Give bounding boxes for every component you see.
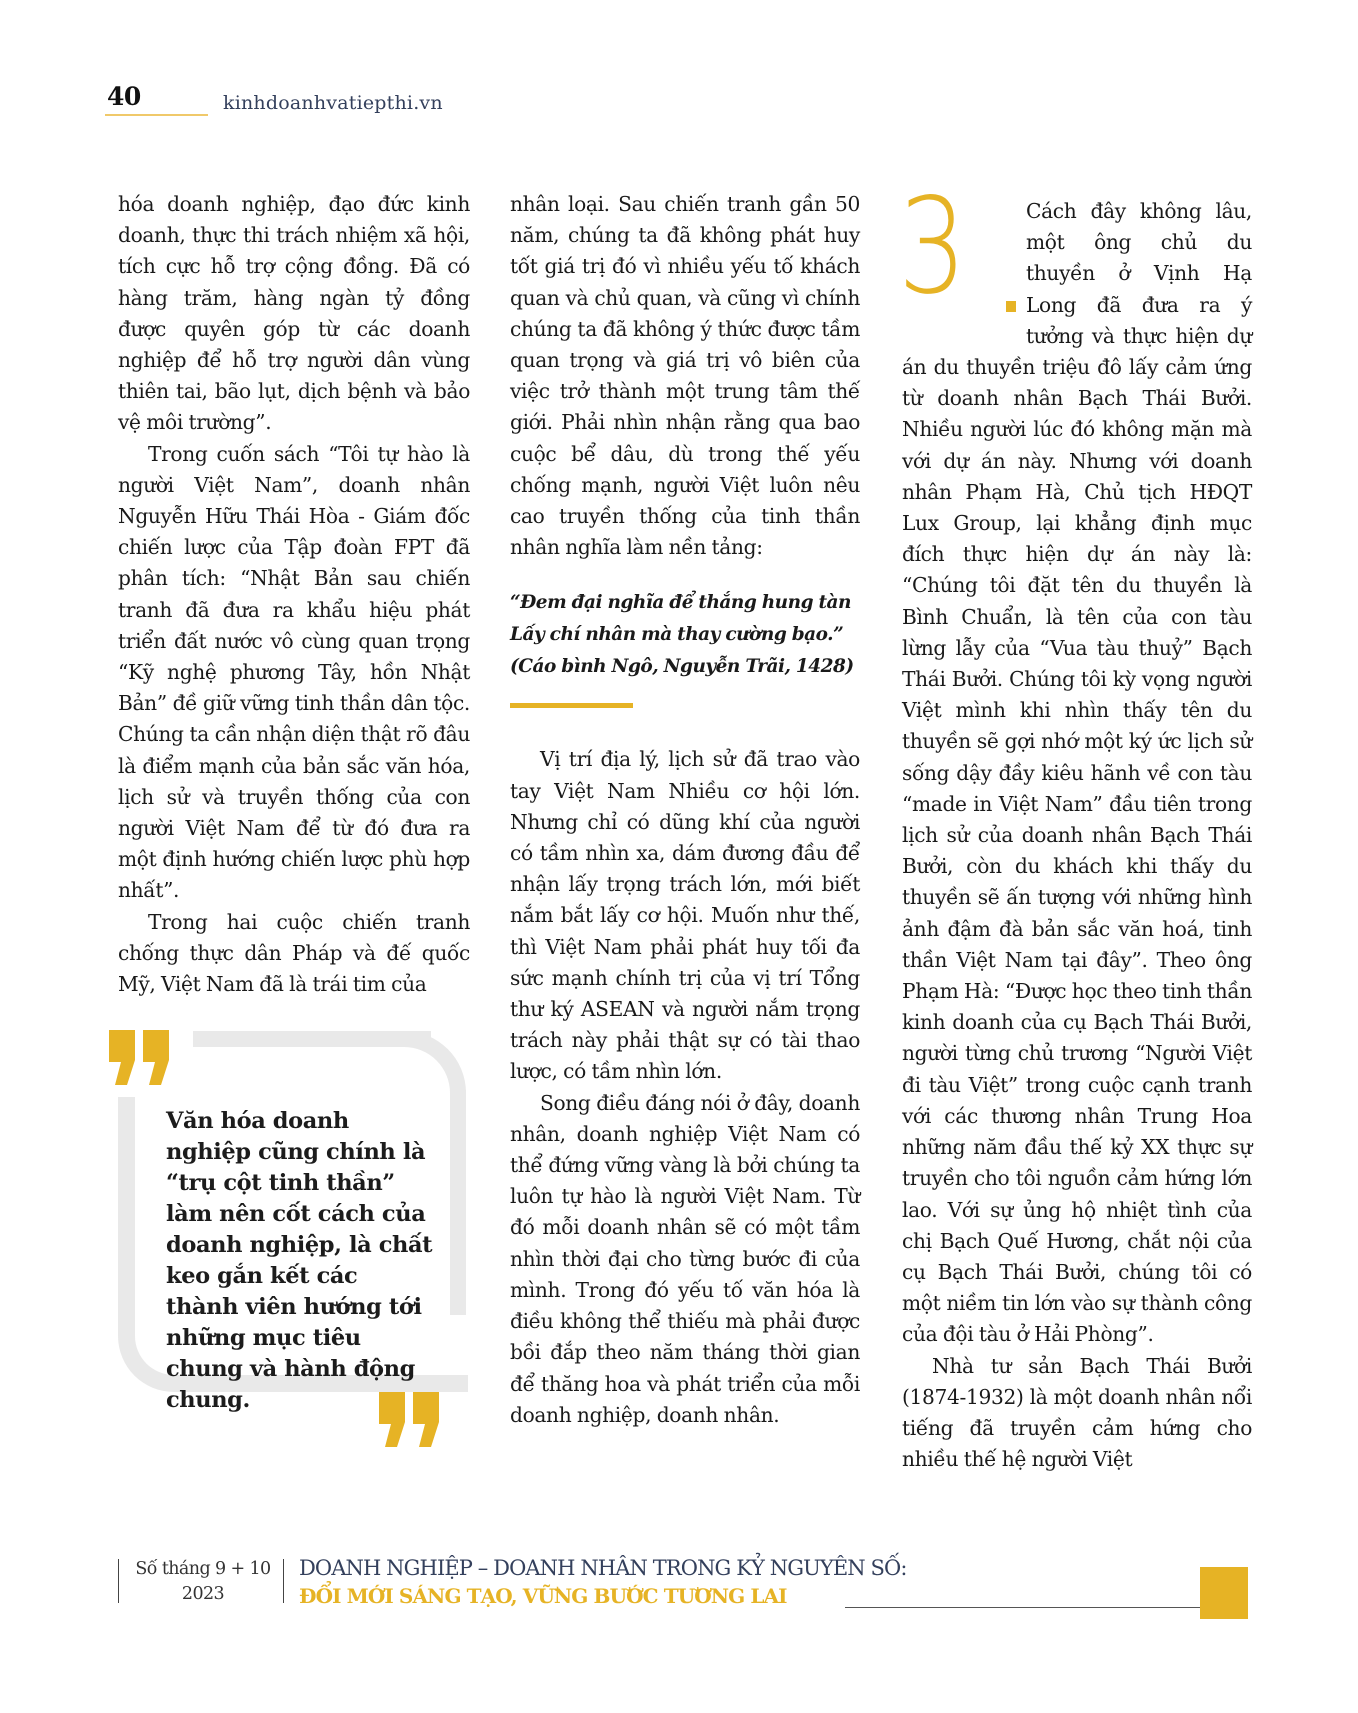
footer-accent-square [1200,1567,1248,1619]
paragraph: Cách đây không lâu, một ông chủ du thuyền ở Vịnh Hạ Long đã đưa ra ý tưởng và thực hiện dự án du thuyền triệu đô lấy cảm ứng từ doanh nhân Bạch Thái Bưởi. Nhiều người lúc đó không mặn mà với dự án này. Nhưng với doanh nhân Phạm Hà, Chủ tịch HĐQT Lux Group, lại khẳng định mục đích thực hiện dự án này là: “Chúng tôi đặt tên du thuyền là Bình Chuẩn, là tên của con tàu lừng lẫy của “Vua tàu thuỷ” Bạch Thái Bưởi. Chúng tôi kỳ vọng người Việt mình khi nhìn thấy tên du thuyền sẽ gợi nhớ một ký ức lịch sử sống dậy đầy kiêu hãnh về con tàu “made in Việt Nam” đầu tiên trong lịch sử của doanh nhân Bạch Thái Bưởi, còn du khách khi thấy du thuyền sẽ ấn tượng với những hình ảnh đậm đà bản sắc văn hoá, tinh thần Việt Nam tại đây”. Theo ông Phạm Hà: “Được học theo tinh thần kinh doanh của cụ Bạch Thái Bưởi, người từng chủ trương “Người Việt đi tàu Việt” trong cuộc cạnh tranh với các thương nhân Trung Hoa những năm đầu thế kỷ XX thực sự truyền cho tôi nguồn cảm hứng lớn lao. Với sự ủng hộ nhiệt tình của chị Bạch Quế Hương, chắt nội của cụ Bạch Thái Bưởi, chúng tôi có một niềm tin lớn vào sự thành công của đội tàu ở Hải Phòng”. [902,199,1252,1347]
issue-label: Số tháng 9 + 10 [135,1559,271,1579]
poem-citation: (Cáo bình Ngô, Nguyễn Trãi, 1428) [510,656,854,678]
page-header [105,80,605,130]
footer-divider [283,1559,284,1603]
poem-line: Lấy chí nhân mà thay cường bạo.” [510,624,844,646]
pullquote-text: Văn hóa doanh nghiệp cũng chính là “trụ cột tinh thần” làm nên cốt cách của doanh nghiệp, là chất keo gắn kết các thành viên hướng tới những mục tiêu chung và hành động chung. [166,1108,433,1413]
paragraph: Vị trí địa lý, lịch sử đã trao vào tay Việt Nam Nhiều cơ hội lớn. Nhưng chỉ có dũng khí của người có tầm nhìn xa, dám đương đầu để nhận lấy trọng trách lớn, mới biết nắm bắt lấy cơ hội. Muốn như thế, thì Việt Nam phải phát huy tối đa sức mạnh chính trị của vị trí Tổng thư ký ASEAN và người nắm trọng trách này phải thật sự có tài thao lược, có tầm nhìn lớn. [510,747,860,1084]
issue-year: 2023 [181,1584,225,1604]
article-column-3 [898,170,1252,1475]
quote-close-icon [377,1392,443,1447]
page-number: 40 [107,82,141,111]
pullquote-frame-right [450,1090,466,1315]
poem-divider [510,703,633,708]
paragraph: Nhà tư sản Bạch Thái Bưởi (1874-1932) là một doanh nhân nổi tiếng đã truyền cảm hứng cho nhiều thế hệ người Việt [902,1353,1252,1472]
article-column-2 [510,189,860,1431]
footer-divider [118,1559,119,1603]
page-footer [0,1540,1358,1620]
article-column-1 [118,189,470,1000]
paragraph: Song điều đáng nói ở đây, doanh nhân, doanh nghiệp Việt Nam có thể đứng vững vàng là bởi chúng ta luôn tự hào là người Việt Nam. Từ đó mỗi doanh nhân sẽ có một tầm nhìn thời đại cho từng bước đi của mình. Trong đó yếu tố văn hóa là điều không thể thiếu mà phải được bồi đắp theo năm tháng thời gian để thăng hoa và phát triển của mỗi doanh nghiệp, doanh nhân. [510,1090,860,1427]
paragraph: Trong hai cuộc chiến tranh chống thực dân Pháp và đế quốc Mỹ, Việt Nam đã là trái tim của [118,909,470,997]
footer-title: DOANH NGHIỆP – DOANH NHÂN TRONG KỶ NGUYÊN SỐ: [299,1556,907,1580]
footer-rule [845,1607,1225,1608]
footer-issue [128,1557,278,1607]
section-number: 3 [898,170,967,324]
footer-subtitle: ĐỔI MỚI SÁNG TẠO, VỮNG BƯỚC TƯƠNG LAI [299,1584,787,1608]
section-number-dot [1006,301,1016,312]
poem-quote [510,587,860,683]
paragraph: hóa doanh nghiệp, đạo đức kinh doanh, thực thi trách nhiệm xã hội, tích cực hỗ trợ cộng đồng. Đã có hàng trăm, hàng ngàn tỷ đồng được quyên góp từ các doanh nghiệp để hỗ trợ người dân vùng thiên tai, bão lụt, dịch bệnh và bảo vệ môi trường”. [118,192,470,435]
section-number-dropcap [898,170,1020,324]
poem-line: “Đem đại nghĩa để thắng hung tàn [510,592,851,614]
header-rule [105,114,208,116]
site-name: kinhdoanhvatiepthi.vn [223,92,443,114]
quote-open-icon [107,1030,173,1085]
paragraph: nhân loại. Sau chiến tranh gần 50 năm, chúng ta đã không phát huy tốt giá trị đó vì nhiều yếu tố khách quan và chủ quan, và cũng vì chính chúng ta đã không ý thức được tầm quan trọng và giá trị vô biên của việc trở thành một trung tâm thế giới. Phải nhìn nhận rằng qua bao cuộc bể dâu, dù trong thế yếu chống mạnh, người Việt luôn nêu cao truyền thống của tinh thần nhân nghĩa làm nền tảng: [510,192,860,560]
paragraph: Trong cuốn sách “Tôi tự hào là người Việt Nam”, doanh nhân Nguyễn Hữu Thái Hòa - Giám đốc chiến lược của Tập đoàn FPT đã phân tích: “Nhật Bản sau chiến tranh đã đưa ra khẩu hiệu phát triển đất nước vô cùng quan trọng “Kỹ nghệ phương Tây, hồn Nhật Bản” đề giữ vững tinh thần dân tộc. Chúng ta cần nhận diện thật rõ đâu là điểm mạnh của bản sắc văn hóa, lịch sử và truyền thống của con người Việt Nam để từ đó đưa ra một định hướng chiến lược phù hợp nhất”. [118,441,470,903]
